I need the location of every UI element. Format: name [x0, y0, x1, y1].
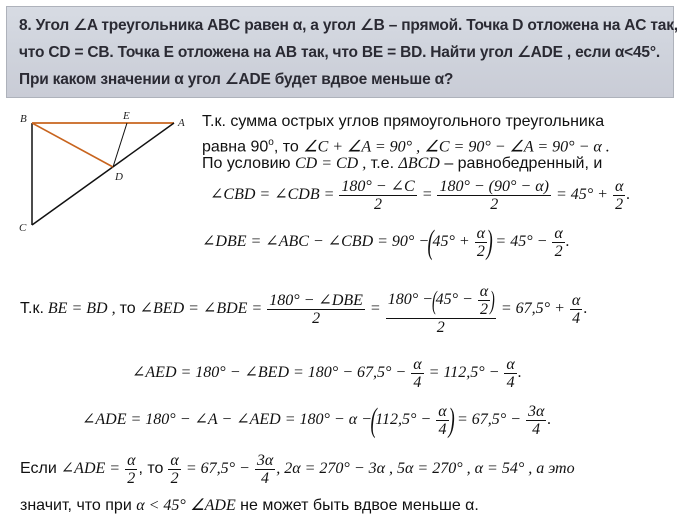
label-c: C: [19, 222, 27, 234]
side-ca: [32, 123, 174, 225]
problem-line-1: 8. Угол ∠A треугольника ABC равен α, а угол ∠B – прямой. Точка D отложена на AC так,: [19, 17, 678, 34]
equation-bed: Т.к. BE = BD , то ∠BED = ∠BDE = 180° − ∠DBE 2 = 180° −(45° − $\frac{\alpha}{2}$ ) 2 = 67,5° + $\frac{\alpha}{4}$ .: [20, 283, 588, 336]
equation-aed: ∠AED = 180° − ∠BED = 180° − 67,5° − $\frac{\alpha}{4}$ = 112,5° − $\frac{\alpha}{4}$ .: [132, 356, 522, 391]
text-line-3: По условию CD = CD , т.е. ΔBCD – равнобедренный, и: [202, 155, 603, 172]
label-e: E: [123, 110, 130, 122]
label-a: A: [178, 117, 185, 129]
conclusion-line-2: значит, что при α < 45° ∠ADE не может быть вдвое меньше α.: [20, 497, 479, 514]
equation-ade: ∠ADE = 180° − ∠A − ∠AED = 180° − α −(112,5° − $\frac{\alpha}{4}$ ) = 67,5° − $\frac{3\alpha}{4}$ .: [82, 401, 552, 439]
conclusion-line-1: Если ∠ADE = $\frac{\alpha}{2}$ , то $\frac{\alpha}{2}$ = 67,5° − $\frac{3\alpha}{4}$ , 2α = 270° − 3α , 5α = 270° , α = 54° , а это: [20, 452, 575, 487]
problem-statement: [6, 6, 678, 98]
problem-line-2: что CD = CB. Точка E отложена на AB так, что BE = BD. Найти угол ∠ADE , если α<45°.: [19, 44, 660, 61]
equation-dbe: ∠DBE = ∠ABC − ∠CBD = 90° −(45° + $\frac{\alpha}{2}$ ) = 45° − $\frac{\alpha}{2}$ .: [202, 223, 570, 261]
segment-ed: [113, 123, 127, 167]
label-b: B: [20, 113, 27, 125]
text-line-2: равна 90$^o$, то ∠C + ∠A = 90° , ∠C = 90° − ∠A = 90° − α .: [202, 137, 610, 156]
problem-line-3: При каком значении α угол ∠ADE будет вдвое меньше α?: [19, 71, 454, 88]
equation-cbd: ∠CBD = ∠CDB = $\frac{180^\circ - \angle C}{2}$ = $\frac{180^\circ - (90^\circ - \alpha)}{2}$ = 45° + $\frac{\alpha}{2}$ .: [210, 178, 631, 213]
text-line-1: Т.к. сумма острых углов прямоугольного треугольника: [202, 113, 605, 130]
label-d: D: [115, 171, 123, 183]
eq-c: ∠C = 90° − ∠A = 90° − α .: [424, 138, 610, 156]
triangle-figure: [14, 108, 204, 238]
segment-bd: [32, 123, 113, 167]
eq-sum: ∠C + ∠A = 90° ,: [303, 138, 421, 156]
